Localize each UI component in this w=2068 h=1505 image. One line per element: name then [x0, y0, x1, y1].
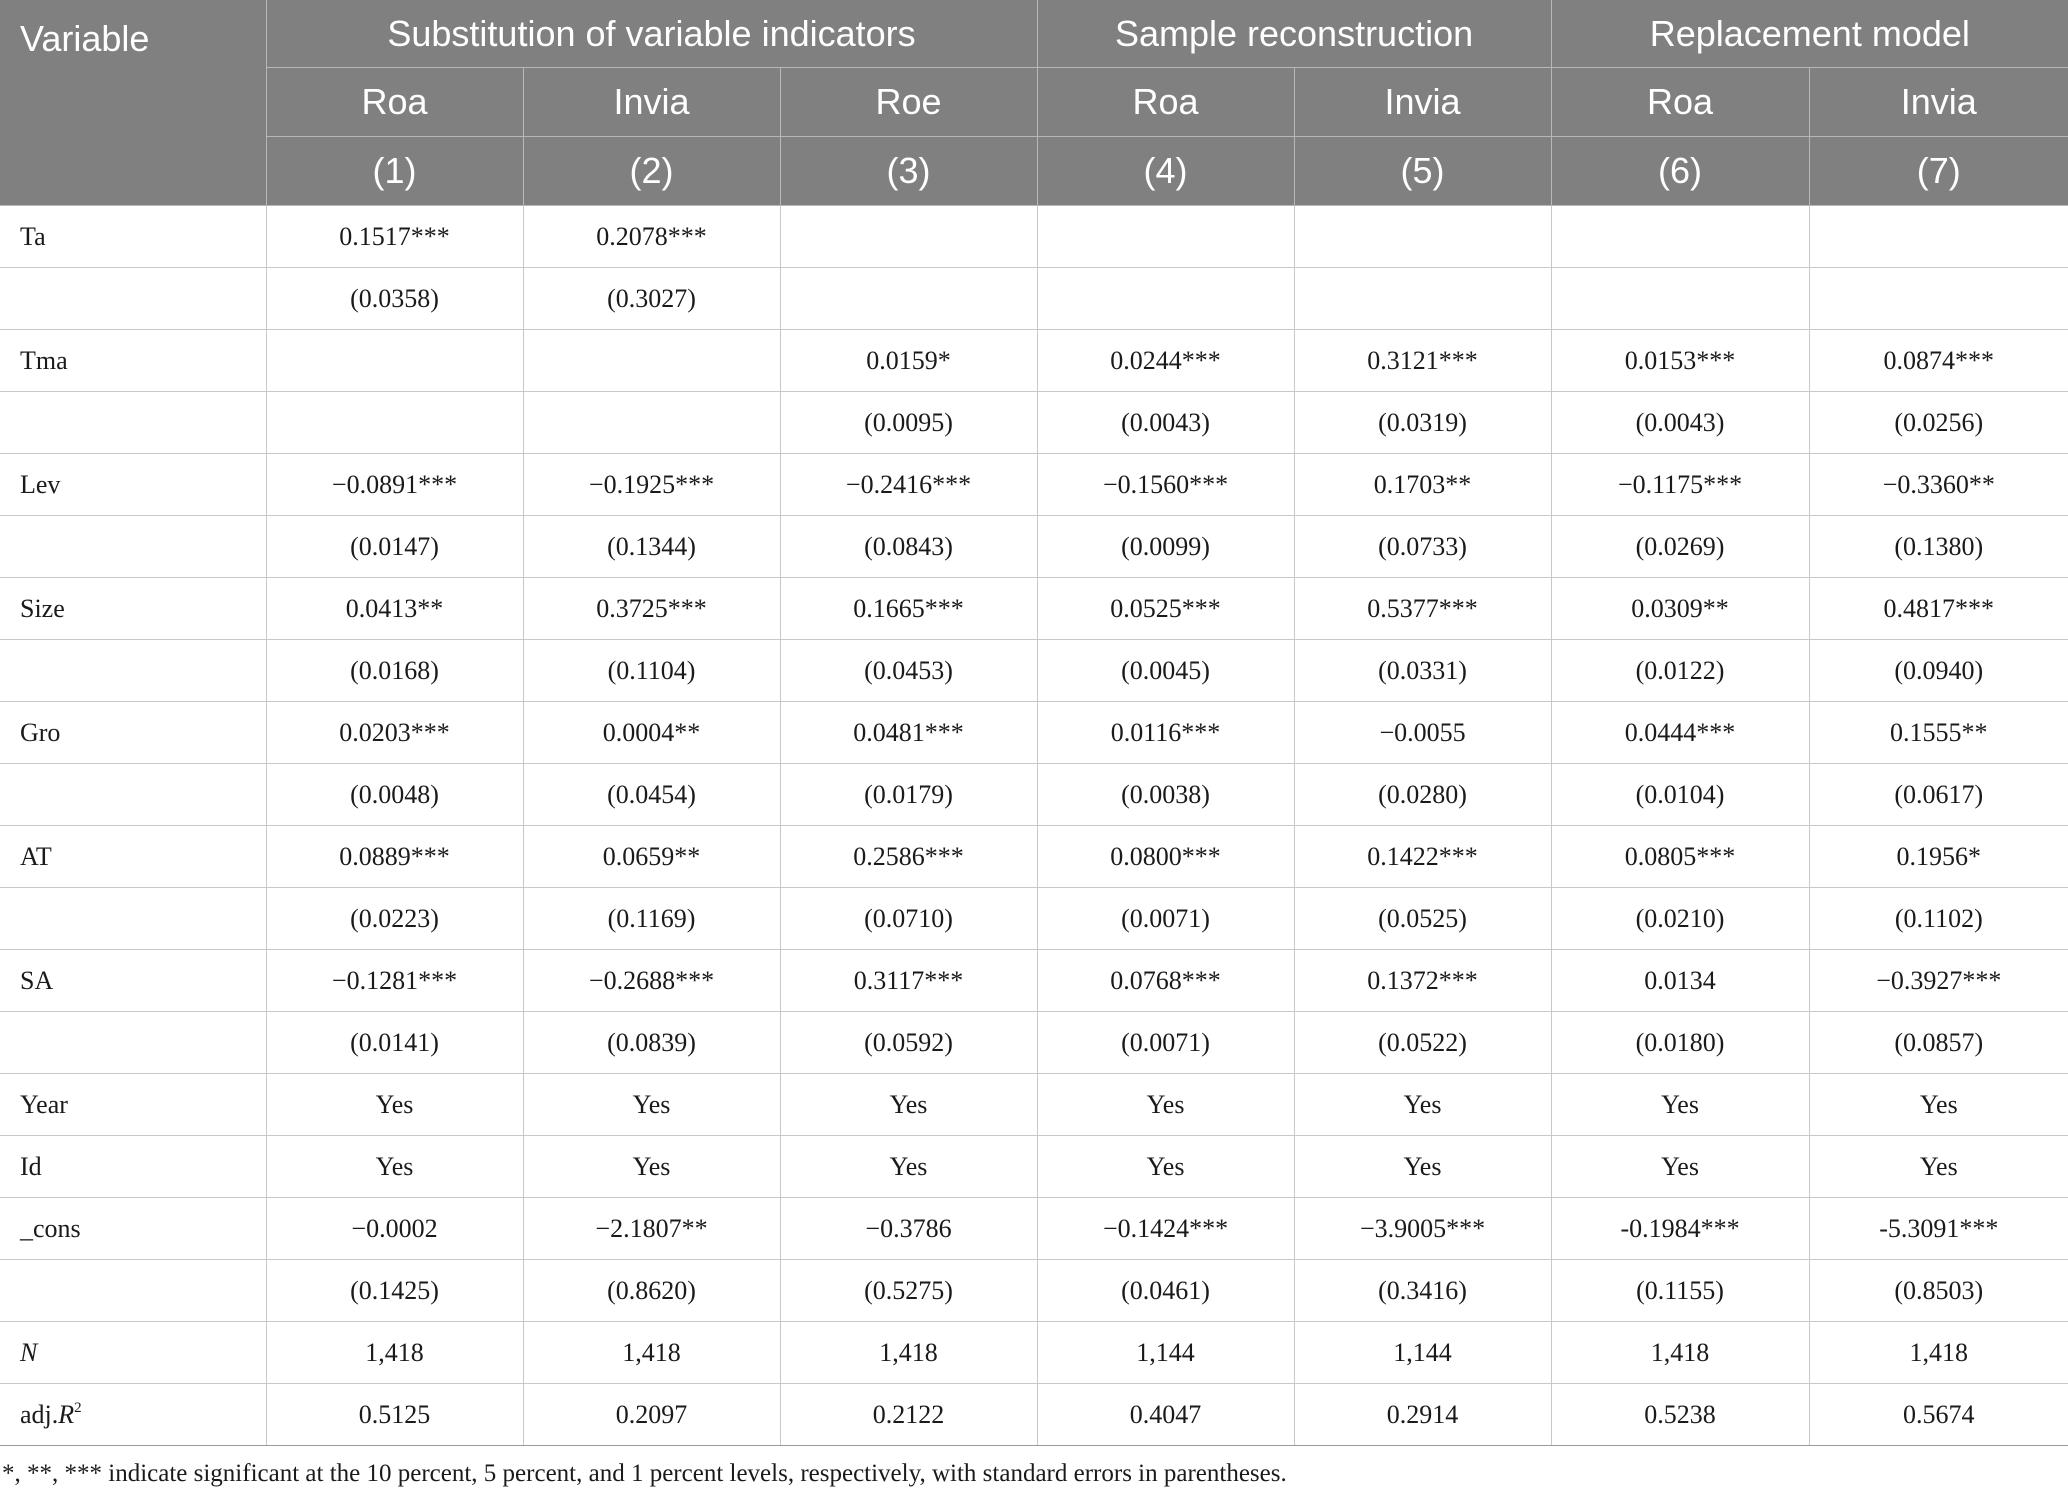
table-cell: 0.0004** — [523, 702, 780, 764]
table-cell: (0.8503) — [1809, 1260, 2068, 1322]
table-cell: 0.0525*** — [1037, 578, 1294, 640]
table-row — [0, 1198, 2068, 1260]
row-label-superscript: 2 — [74, 1399, 82, 1416]
table-cell: (0.0104) — [1551, 764, 1809, 826]
table-row — [0, 516, 2068, 578]
table-row — [0, 888, 2068, 950]
table-cell: −0.0002 — [266, 1198, 523, 1260]
column-number: (2) — [523, 137, 780, 206]
table-cell: (0.0043) — [1037, 392, 1294, 454]
table-row — [0, 1384, 2068, 1446]
row-label: SA — [0, 950, 266, 1012]
table-cell: 1,418 — [523, 1322, 780, 1384]
column-number: (6) — [1551, 137, 1809, 206]
column-number: (3) — [780, 137, 1037, 206]
table-cell: 0.1703** — [1294, 454, 1551, 516]
group-header-substitution: Substitution of variable indicators — [266, 0, 1037, 68]
table-row — [0, 702, 2068, 764]
column-header: Roa — [1037, 68, 1294, 137]
table-cell: −0.0891*** — [266, 454, 523, 516]
table-cell: 0.4047 — [1037, 1384, 1294, 1446]
table-cell: −3.9005*** — [1294, 1198, 1551, 1260]
table-cell: 0.0309** — [1551, 578, 1809, 640]
table-cell: (0.0617) — [1809, 764, 2068, 826]
table-cell — [1037, 206, 1294, 268]
table-cell: Yes — [1551, 1136, 1809, 1198]
table-cell: (0.0099) — [1037, 516, 1294, 578]
table-cell: (0.0461) — [1037, 1260, 1294, 1322]
column-header: Invia — [1809, 68, 2068, 137]
table-cell: (0.0180) — [1551, 1012, 1809, 1074]
table-row — [0, 578, 2068, 640]
table-cell: Yes — [1809, 1136, 2068, 1198]
row-label — [0, 516, 266, 578]
table-cell: (0.0256) — [1809, 392, 2068, 454]
table-cell: (0.0045) — [1037, 640, 1294, 702]
table-cell: 0.1422*** — [1294, 826, 1551, 888]
row-label — [0, 1012, 266, 1074]
header-column-row — [0, 68, 2068, 137]
table-cell: 0.0481*** — [780, 702, 1037, 764]
table-cell — [1294, 268, 1551, 330]
row-label — [0, 1260, 266, 1322]
table-cell: Yes — [523, 1074, 780, 1136]
table-cell — [1809, 206, 2068, 268]
row-label: Size — [0, 578, 266, 640]
table-cell: (0.0168) — [266, 640, 523, 702]
header-number-row — [0, 137, 2068, 206]
table-cell: 0.2586*** — [780, 826, 1037, 888]
table-cell: (0.3416) — [1294, 1260, 1551, 1322]
table-cell: 0.0800*** — [1037, 826, 1294, 888]
table-cell — [523, 330, 780, 392]
table-cell: 0.1665*** — [780, 578, 1037, 640]
table-cell: (0.0038) — [1037, 764, 1294, 826]
table-cell — [780, 268, 1037, 330]
table-cell: 0.0244*** — [1037, 330, 1294, 392]
group-header-sample-reconstruction: Sample reconstruction — [1037, 0, 1551, 68]
row-label: Id — [0, 1136, 266, 1198]
group-header-replacement-model: Replacement model — [1551, 0, 2068, 68]
table-body — [0, 206, 2068, 1446]
table-cell: 0.0768*** — [1037, 950, 1294, 1012]
table-cell: (0.0358) — [266, 268, 523, 330]
table-cell: Yes — [1551, 1074, 1809, 1136]
table-cell: Yes — [1294, 1136, 1551, 1198]
table-cell: −0.1281*** — [266, 950, 523, 1012]
table-cell: -0.1984*** — [1551, 1198, 1809, 1260]
table-row — [0, 1260, 2068, 1322]
table-cell: 0.1372*** — [1294, 950, 1551, 1012]
table-cell: 1,418 — [266, 1322, 523, 1384]
table-cell: (0.0525) — [1294, 888, 1551, 950]
table-row — [0, 826, 2068, 888]
table-cell: (0.0223) — [266, 888, 523, 950]
table-cell: (0.0319) — [1294, 392, 1551, 454]
table-cell: Yes — [1037, 1136, 1294, 1198]
row-label-text: adj. — [20, 1399, 59, 1429]
table-header — [0, 0, 2068, 206]
table-cell: (0.0857) — [1809, 1012, 2068, 1074]
table-cell: −0.0055 — [1294, 702, 1551, 764]
table-row — [0, 392, 2068, 454]
table-cell: 0.0413** — [266, 578, 523, 640]
table-cell: (0.8620) — [523, 1260, 780, 1322]
table-cell: 0.2122 — [780, 1384, 1037, 1446]
table-cell: −0.3786 — [780, 1198, 1037, 1260]
table-cell: 0.0444*** — [1551, 702, 1809, 764]
table-row — [0, 206, 2068, 268]
table-cell: 0.1517*** — [266, 206, 523, 268]
column-number: (7) — [1809, 137, 2068, 206]
table-cell: 0.1956* — [1809, 826, 2068, 888]
table-cell: (0.0071) — [1037, 1012, 1294, 1074]
row-label: Lev — [0, 454, 266, 516]
row-label: Tma — [0, 330, 266, 392]
table-cell: 0.1555** — [1809, 702, 2068, 764]
row-label — [0, 888, 266, 950]
column-header: Roa — [1551, 68, 1809, 137]
table-cell: Yes — [266, 1074, 523, 1136]
table-cell: 0.0159* — [780, 330, 1037, 392]
table-cell: 0.4817*** — [1809, 578, 2068, 640]
column-number: (4) — [1037, 137, 1294, 206]
table-cell — [266, 392, 523, 454]
table-cell: (0.1102) — [1809, 888, 2068, 950]
table-cell: (0.0454) — [523, 764, 780, 826]
table-cell: (0.1169) — [523, 888, 780, 950]
table-cell: 0.2914 — [1294, 1384, 1551, 1446]
table-cell: 0.0134 — [1551, 950, 1809, 1012]
row-label — [0, 268, 266, 330]
row-label — [0, 764, 266, 826]
table-cell: −0.3927*** — [1809, 950, 2068, 1012]
table-cell: Yes — [1037, 1074, 1294, 1136]
table-cell: 1,144 — [1037, 1322, 1294, 1384]
table-cell: −2.1807** — [523, 1198, 780, 1260]
table-cell: (0.1425) — [266, 1260, 523, 1322]
table-cell: (0.0179) — [780, 764, 1037, 826]
table-row — [0, 330, 2068, 392]
table-cell — [780, 206, 1037, 268]
table-cell: Yes — [780, 1136, 1037, 1198]
table-cell: 0.0889*** — [266, 826, 523, 888]
table-cell — [1551, 206, 1809, 268]
table-cell: (0.0071) — [1037, 888, 1294, 950]
column-number: (1) — [266, 137, 523, 206]
variable-header: Variable — [0, 0, 266, 206]
table-row — [0, 640, 2068, 702]
table-cell: 0.0203*** — [266, 702, 523, 764]
table-cell: (0.0280) — [1294, 764, 1551, 826]
row-label: Gro — [0, 702, 266, 764]
table-cell: (0.0733) — [1294, 516, 1551, 578]
table-cell: −0.1175*** — [1551, 454, 1809, 516]
table-cell: 0.5674 — [1809, 1384, 2068, 1446]
table-cell: Yes — [266, 1136, 523, 1198]
table-cell: (0.3027) — [523, 268, 780, 330]
table-row — [0, 268, 2068, 330]
row-label — [0, 1384, 266, 1446]
table-cell: (0.0710) — [780, 888, 1037, 950]
table-cell: (0.5275) — [780, 1260, 1037, 1322]
table-cell: 0.3725*** — [523, 578, 780, 640]
table-cell: 1,418 — [1809, 1322, 2068, 1384]
table-footnote: *, **, *** indicate significant at the 10 percent, 5 percent, and 1 percent levels, respectively, with standard errors in parentheses. — [2, 1460, 1287, 1487]
table-cell: (0.0839) — [523, 1012, 780, 1074]
row-label: Year — [0, 1074, 266, 1136]
table-cell: (0.0940) — [1809, 640, 2068, 702]
row-label-variable: R — [58, 1399, 75, 1429]
table-cell: 0.2097 — [523, 1384, 780, 1446]
row-label: N — [0, 1322, 266, 1384]
row-label — [0, 392, 266, 454]
table-row — [0, 1322, 2068, 1384]
table-cell: 0.3117*** — [780, 950, 1037, 1012]
table-cell: 1,144 — [1294, 1322, 1551, 1384]
column-header: Roe — [780, 68, 1037, 137]
table-cell: (0.0331) — [1294, 640, 1551, 702]
table-cell: 0.3121*** — [1294, 330, 1551, 392]
table-cell: (0.0522) — [1294, 1012, 1551, 1074]
table-cell: 0.0874*** — [1809, 330, 2068, 392]
table-cell: (0.0210) — [1551, 888, 1809, 950]
table-cell: 0.5125 — [266, 1384, 523, 1446]
table-row — [0, 950, 2068, 1012]
column-header: Roa — [266, 68, 523, 137]
table-cell: −0.1560*** — [1037, 454, 1294, 516]
row-label: _cons — [0, 1198, 266, 1260]
table-cell: −0.2688*** — [523, 950, 780, 1012]
table-cell: -5.3091*** — [1809, 1198, 2068, 1260]
table-cell — [1551, 268, 1809, 330]
table-cell: Yes — [1294, 1074, 1551, 1136]
table-cell: (0.0843) — [780, 516, 1037, 578]
table-cell — [1294, 206, 1551, 268]
table-cell: Yes — [523, 1136, 780, 1198]
table-cell: −0.3360** — [1809, 454, 2068, 516]
table-cell: (0.0269) — [1551, 516, 1809, 578]
table-cell: 0.5238 — [1551, 1384, 1809, 1446]
table-row — [0, 1074, 2068, 1136]
table-cell: (0.0095) — [780, 392, 1037, 454]
table-cell: 0.0805*** — [1551, 826, 1809, 888]
table-cell — [1037, 268, 1294, 330]
table-cell: 0.0153*** — [1551, 330, 1809, 392]
column-header: Invia — [1294, 68, 1551, 137]
row-label: Ta — [0, 206, 266, 268]
table-cell: 1,418 — [780, 1322, 1037, 1384]
header-group-row — [0, 0, 2068, 68]
table-cell: −0.2416*** — [780, 454, 1037, 516]
table-row — [0, 764, 2068, 826]
table-cell: (0.1155) — [1551, 1260, 1809, 1322]
table-cell: Yes — [1809, 1074, 2068, 1136]
table-cell — [266, 330, 523, 392]
table-cell: (0.0141) — [266, 1012, 523, 1074]
table-cell: −0.1925*** — [523, 454, 780, 516]
table-cell: 1,418 — [1551, 1322, 1809, 1384]
table-cell: 0.0659** — [523, 826, 780, 888]
table-cell: (0.1380) — [1809, 516, 2068, 578]
table-cell: 0.5377*** — [1294, 578, 1551, 640]
table-row — [0, 454, 2068, 516]
table-cell: (0.0592) — [780, 1012, 1037, 1074]
column-number: (5) — [1294, 137, 1551, 206]
row-label — [0, 640, 266, 702]
table-row — [0, 1012, 2068, 1074]
table-cell — [1809, 268, 2068, 330]
table-cell: (0.0453) — [780, 640, 1037, 702]
table-cell: 0.0116*** — [1037, 702, 1294, 764]
table-cell: (0.0043) — [1551, 392, 1809, 454]
table-row — [0, 1136, 2068, 1198]
row-label: AT — [0, 826, 266, 888]
table-cell: (0.1344) — [523, 516, 780, 578]
column-header: Invia — [523, 68, 780, 137]
table-cell: (0.0048) — [266, 764, 523, 826]
table-cell: (0.1104) — [523, 640, 780, 702]
table-cell: 0.2078*** — [523, 206, 780, 268]
table-cell: (0.0147) — [266, 516, 523, 578]
table-cell — [523, 392, 780, 454]
table-cell: Yes — [780, 1074, 1037, 1136]
table-cell: (0.0122) — [1551, 640, 1809, 702]
table-cell: −0.1424*** — [1037, 1198, 1294, 1260]
